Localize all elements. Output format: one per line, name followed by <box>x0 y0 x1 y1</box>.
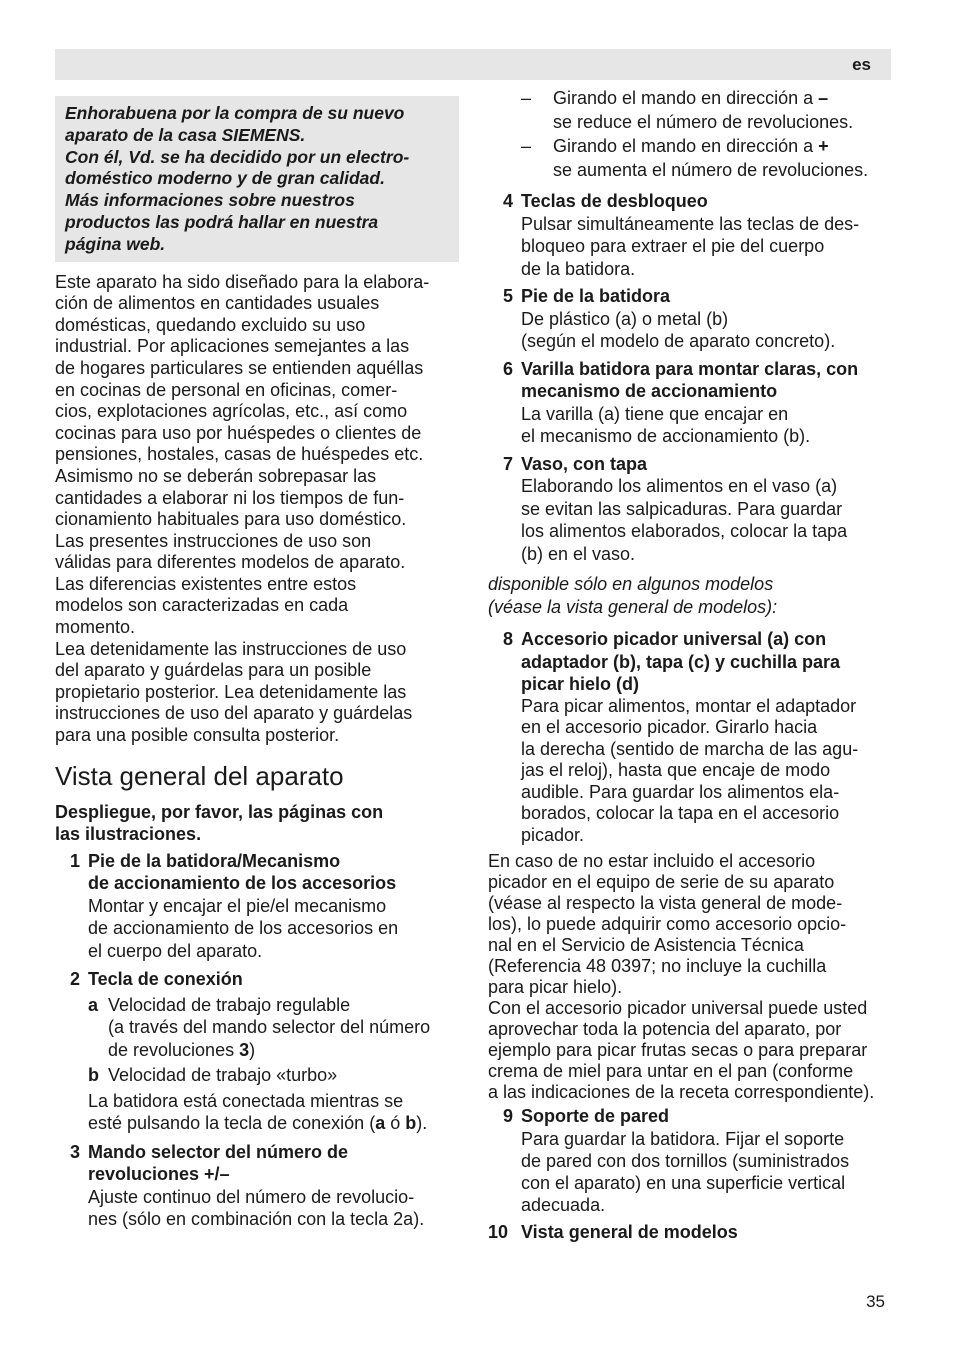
item-3 <box>55 1141 459 1231</box>
item-body-line: en el accesorio picador. Girarlo hacia <box>521 717 818 737</box>
note-ref: a <box>375 1113 386 1134</box>
body-line: pensiones, hostales, casas de huéspedes etc. <box>55 444 424 465</box>
dash-mark: – <box>521 88 532 108</box>
item-title-line: picar hielo (d) <box>521 674 640 694</box>
item-title-line: Pie de la batidora/Mecanismo <box>88 850 341 871</box>
item-number: 10 <box>488 1221 509 1242</box>
body-line: de hogares particulares se entienden aquéllas <box>55 357 424 378</box>
sub-item-b <box>88 1064 459 1087</box>
body-line: válidas para diferentes modelos de aparato. <box>55 552 406 573</box>
sub-line: Velocidad de trabajo regulable <box>108 994 351 1015</box>
note-text: ó <box>385 1113 406 1134</box>
item-number: 1 <box>69 850 80 871</box>
body-line: Este aparato ha sido diseñado para la elabora- <box>55 271 430 292</box>
item-body-line: de la batidora. <box>521 258 636 279</box>
body-line: propietario posterior. Lea detenidamente las <box>55 681 407 702</box>
item-2 <box>55 968 459 1135</box>
dash-mark: – <box>521 136 532 156</box>
paragraph-line: En caso de no estar incluido el accesorio <box>488 851 816 871</box>
note-ref: b <box>405 1113 417 1134</box>
intro-box <box>55 96 459 262</box>
item-body-line: La varilla (a) tiene que encajar en <box>521 403 789 424</box>
sub-line-text: ) <box>249 1039 256 1060</box>
item-body-line: (b) en el vaso. <box>521 543 636 564</box>
item-title <box>521 358 858 403</box>
language-code: es <box>852 55 871 74</box>
dash-item <box>488 86 893 134</box>
item-body-line: nes (sólo en combinación con la tecla 2a). <box>88 1209 425 1230</box>
item-number: 2 <box>69 969 80 990</box>
body-line: cios, explotaciones agrícolas, etc., así como <box>55 401 408 422</box>
item-body-line: De plástico (a) o metal (b) <box>521 308 729 329</box>
item-title <box>521 628 840 696</box>
item-body-line: picador. <box>521 824 585 845</box>
item-title: Teclas de desbloqueo <box>521 191 708 211</box>
availability-note <box>488 573 893 618</box>
item-number: 3 <box>69 1141 80 1162</box>
paragraph-line: aprovechar toda la potencia del aparato, por <box>488 1019 842 1039</box>
sub-line <box>108 1039 430 1062</box>
body-line: modelos son caracterizadas en cada <box>55 595 349 616</box>
dash-line: se reduce el número de revoluciones. <box>553 112 854 132</box>
item-9 <box>488 1105 893 1216</box>
body-line: Las presentes instrucciones de uso son <box>55 530 372 551</box>
item-body-line: los alimentos elaborados, colocar la tapa <box>521 521 848 541</box>
header-bar <box>55 49 891 80</box>
sub-key: b <box>88 1065 99 1086</box>
item-5 <box>488 285 893 353</box>
dash-text: Girando el mando en dirección a <box>553 136 819 156</box>
paragraph-line: para picar hielo). <box>488 977 623 997</box>
item-body <box>55 1186 459 1231</box>
intro-line: Con él, Vd. se ha decidido por un electro- <box>65 146 410 167</box>
paragraph-line: (Referencia 48 0397; no incluye la cuchilla <box>488 956 827 976</box>
item-10 <box>488 1221 893 1244</box>
item-body-line: de pared con dos tornillos (suministrados <box>521 1150 850 1171</box>
item-title <box>88 1141 348 1186</box>
body-line: ción de alimentos en cantidades usuales <box>55 293 380 314</box>
body-line: cocinas para uso por huéspedes o clientes de <box>55 422 422 443</box>
item-body-line: con el aparato) en una superficie vertical <box>521 1172 846 1193</box>
item-8 <box>488 628 893 846</box>
body-paragraph <box>55 272 459 747</box>
item-body-line: la derecha (sentido de marcha de las agu- <box>521 738 859 759</box>
dash-item <box>488 134 893 182</box>
subtitle-line: Despliegue, por favor, las páginas con <box>55 801 384 822</box>
note-line: (véase la vista general de modelos): <box>488 596 778 617</box>
item-title-line: de accionamiento de los accesorios <box>88 873 397 894</box>
item-body-line: bloqueo para extraer el pie del cuerpo <box>521 236 825 256</box>
dash-line <box>553 134 868 158</box>
item-number: 4 <box>502 191 513 211</box>
item-body <box>488 1128 893 1216</box>
subtitle-line: las ilustraciones. <box>55 823 202 844</box>
item-title: Soporte de pared <box>521 1106 670 1126</box>
item-7 <box>488 453 893 566</box>
dash-line: se aumenta el número de revoluciones. <box>553 160 869 180</box>
right-column <box>488 86 893 1248</box>
item-body-line: audible. Para guardar los alimentos ela- <box>521 781 840 802</box>
page-number: 35 <box>866 1292 885 1311</box>
body-line: Las diferencias existentes entre estos <box>55 573 357 594</box>
sub-line: Velocidad de trabajo «turbo» <box>108 1065 338 1086</box>
item-body-line: borados, colocar la tapa en el accesorio <box>521 803 840 823</box>
body-line: Lea detenidamente las instrucciones de uso <box>55 638 407 659</box>
item-body-line: (según el modelo de aparato concreto). <box>521 331 836 351</box>
intro-line: doméstico moderno y de gran calidad. <box>65 168 385 189</box>
item-body <box>488 213 893 281</box>
item-body <box>488 475 893 565</box>
item-title-line: adaptador (b), tapa (c) y cuchilla para <box>521 651 841 672</box>
item-number: 9 <box>502 1106 513 1126</box>
item-number: 5 <box>502 286 513 306</box>
item-body-line: el cuerpo del aparato. <box>88 940 263 961</box>
item-title: Pie de la batidora <box>521 286 671 306</box>
item-number: 6 <box>502 358 513 379</box>
item-title <box>88 850 396 895</box>
body-line: del aparato y guárdelas para un posible <box>55 660 372 681</box>
body-line: cionamiento habituales para uso doméstico. <box>55 509 407 530</box>
intro-line: página web. <box>65 233 166 254</box>
left-column <box>55 96 459 1237</box>
paragraph-line: nal en el Servicio de Asistencia Técnica <box>488 935 804 955</box>
paragraph-line: Con el accesorio picador universal puede usted <box>488 998 868 1018</box>
item-title: Tecla de conexión <box>88 969 243 990</box>
body-line: domésticas, quedando excluido su uso <box>55 314 366 335</box>
dash-symbol: + <box>818 136 829 156</box>
body-line: Asimismo no se deberán sobrepasar las <box>55 465 377 486</box>
sub-line-ref: 3 <box>239 1039 250 1060</box>
item-body-line: adecuada. <box>521 1194 606 1215</box>
paragraph-line: a las indicaciones de la receta correspondiente). <box>488 1082 875 1102</box>
item-6 <box>488 358 893 448</box>
dash-symbol: – <box>818 88 829 108</box>
body-line: momento. <box>55 617 136 638</box>
intro-line: Enhorabuena por la compra de su nuevo <box>65 103 405 123</box>
sub-line: (a través del mando selector del número <box>108 1017 431 1038</box>
item-body-line: Ajuste continuo del número de revolucio- <box>88 1186 415 1207</box>
accessory-paragraph <box>488 851 893 1103</box>
item-body-line: Pulsar simultáneamente las teclas de des- <box>521 213 860 234</box>
paragraph-line: (véase al respecto la vista general de mode- <box>488 893 843 913</box>
section-subtitle <box>55 801 459 845</box>
section-title: Vista general del aparato <box>55 760 344 791</box>
intro-line: aparato de la casa SIEMENS. <box>65 124 306 145</box>
item-title-line: Mando selector del número de <box>88 1141 349 1162</box>
item-title-line: revoluciones +/– <box>88 1164 230 1185</box>
item-body-line: Elaborando los alimentos en el vaso (a) <box>521 476 838 496</box>
item-body <box>488 308 893 353</box>
item-title: Vaso, con tapa <box>521 453 648 474</box>
item-body-line: Para picar alimentos, montar el adaptador <box>521 695 857 716</box>
intro-line: productos las podrá hallar en nuestra <box>65 211 379 232</box>
body-line: para una posible consulta posterior. <box>55 725 340 746</box>
item-body-line: de accionamiento de los accesorios en <box>88 918 399 939</box>
sub-item-a <box>88 994 459 1062</box>
item-body <box>55 994 459 1135</box>
paragraph-line: picador en el equipo de serie de su aparato <box>488 872 835 892</box>
dash-line <box>553 86 853 110</box>
item-body <box>488 696 893 847</box>
body-line: cantidades a elaborar ni los tiempos de fun- <box>55 487 405 508</box>
item-body <box>55 895 459 963</box>
item-note-line <box>88 1112 459 1135</box>
item-4 <box>488 190 893 280</box>
body-line: en cocinas de personal en oficinas, comer- <box>55 379 398 400</box>
paragraph-line: ejemplo para picar frutas secas o para preparar <box>488 1040 868 1060</box>
paragraph-line: crema de miel para untar en el pan (conforme <box>488 1061 854 1081</box>
item-title-line: Varilla batidora para montar claras, con <box>521 358 859 379</box>
intro-line: Más informaciones sobre nuestros <box>65 190 355 211</box>
item-body-line: Montar y encajar el pie/el mecanismo <box>88 895 387 916</box>
item-body <box>488 403 893 448</box>
item-body-line: jas el reloj), hasta que encaje de modo <box>521 760 831 780</box>
item-title: Vista general de modelos <box>521 1221 738 1242</box>
paragraph-line: los), lo puede adquirir como accesorio opcio- <box>488 914 847 934</box>
sub-line-text: de revoluciones <box>108 1039 240 1060</box>
note-text: esté pulsando la tecla de conexión ( <box>88 1113 376 1134</box>
item-title-line: Accesorio picador universal (a) con <box>521 629 827 649</box>
item-1 <box>55 850 459 963</box>
item-body-line: Para guardar la batidora. Fijar el soporte <box>521 1128 845 1149</box>
item-number: 8 <box>502 629 513 649</box>
body-line: instrucciones de uso del aparato y guárdelas <box>55 703 413 724</box>
item-body-line: se evitan las salpicaduras. Para guardar <box>521 498 843 519</box>
note-text: ). <box>416 1113 428 1134</box>
item-body-line: el mecanismo de accionamiento (b). <box>521 426 811 446</box>
item-number: 7 <box>502 453 513 474</box>
note-line: disponible sólo en algunos modelos <box>488 574 774 594</box>
item-note-line: La batidora está conectada mientras se <box>88 1090 404 1111</box>
body-line: industrial. Por aplicaciones semejantes a las <box>55 336 410 357</box>
sub-key: a <box>88 994 99 1015</box>
item-title-line: mecanismo de accionamiento <box>521 381 778 401</box>
dash-text: Girando el mando en dirección a <box>553 88 819 108</box>
